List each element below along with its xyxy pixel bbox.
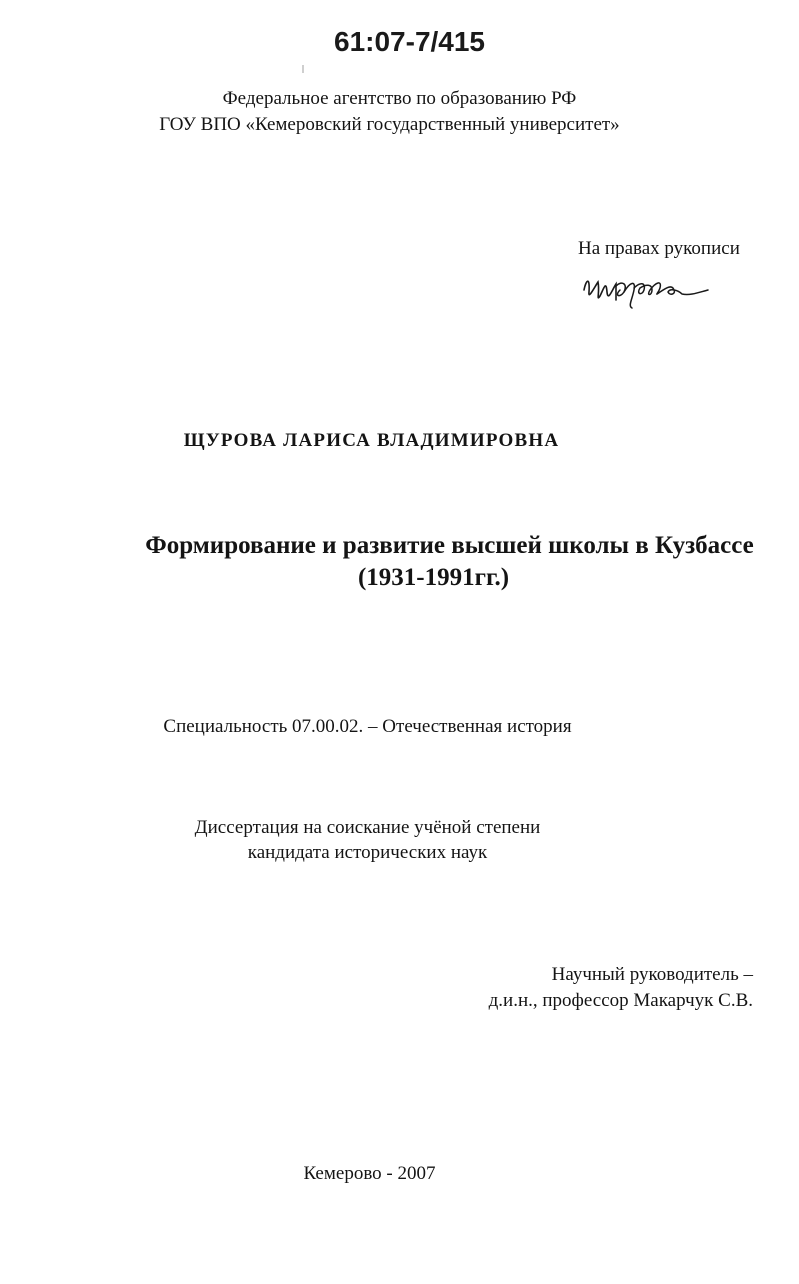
dissertation-title-line2: (1931-1991гг.) xyxy=(357,564,510,591)
author-signature xyxy=(574,262,714,312)
author-name: ЩУРОВА ЛАРИСА ВЛАДИМИРОВНА xyxy=(183,430,560,451)
dissertation-degree-line1: Диссертация на соискание учёной степени xyxy=(194,817,541,838)
dissertation-title-line1: Формирование и развитие высшей школы в Кузбассе xyxy=(145,532,754,559)
advisor-name: д.и.н., профессор Макарчук С.В. xyxy=(488,990,753,1011)
university-name: ГОУ ВПО «Кемеровский государственный университет» xyxy=(159,114,620,135)
specialty: Специальность 07.00.02. – Отечественная история xyxy=(163,716,572,737)
manuscript-note: На правах рукописи xyxy=(578,238,740,259)
city-year: Кемерово - 2007 xyxy=(303,1163,436,1184)
agency-name: Федеральное агентство по образованию РФ xyxy=(222,88,577,109)
scan-speck xyxy=(302,65,304,73)
dissertation-degree-line2: кандидата исторических наук xyxy=(247,842,488,863)
advisor-label: Научный руководитель – xyxy=(551,964,753,985)
registry-number: 61:07-7/415 xyxy=(334,26,486,57)
